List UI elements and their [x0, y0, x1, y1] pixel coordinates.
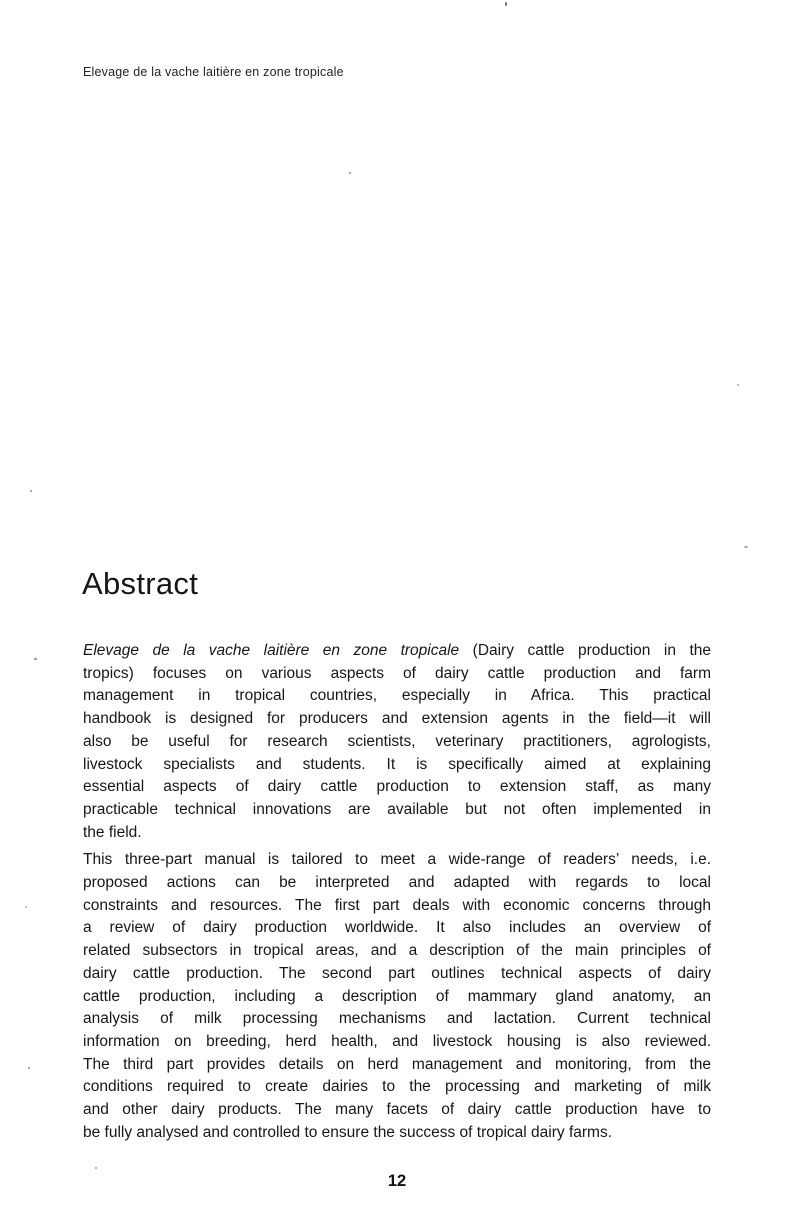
text-line: information on breeding, herd health, and livestock housing is also reviewed. — [83, 1032, 711, 1050]
scan-artifact-dot — [349, 172, 351, 174]
book-title-italic: Elevage de la vache laitière en zone tropicale — [83, 642, 460, 659]
text-line: and other dairy products. The many facets of dairy cattle production have to — [83, 1101, 711, 1119]
abstract-body — [83, 640, 711, 1144]
text-line: essential aspects of dairy cattle production to extension staff, as many — [83, 778, 711, 796]
running-header: Elevage de la vache laitière en zone tropicale — [83, 65, 344, 79]
text-line-rest: (Dairy cattle production in the — [459, 642, 711, 659]
page-number: 12 — [387, 1172, 407, 1190]
text-line: a review of dairy production worldwide. It also includes an overview of — [83, 919, 711, 937]
text-line: This three-part manual is tailored to meet a wide-range of readers’ needs, i.e. — [83, 851, 711, 869]
text-line: handbook is designed for producers and extension agents in the field—it will — [83, 710, 711, 728]
text-line: cattle production, including a description of mammary gland anatomy, an — [83, 987, 711, 1005]
abstract-paragraph-2 — [83, 849, 711, 1144]
text-line: practicable technical innovations are available but not often implemented in — [83, 800, 711, 818]
text-line: conditions required to create dairies to the processing and marketing of milk — [83, 1078, 711, 1096]
scan-artifact-dot — [744, 546, 748, 548]
text-line: be fully analysed and controlled to ensure the success of tropical dairy farms. — [83, 1123, 612, 1141]
text-line: dairy cattle production. The second part outlines technical aspects of dairy — [83, 964, 711, 982]
scan-artifact-dot — [28, 1067, 30, 1069]
text-line: proposed actions can be interpreted and adapted with regards to local — [83, 874, 711, 892]
text-line — [83, 640, 711, 663]
text-line: management in tropical countries, especially in Africa. This practical — [83, 687, 711, 705]
text-line: livestock specialists and students. It is specifically aimed at explaining — [83, 755, 711, 773]
abstract-paragraph-1 — [83, 640, 711, 844]
text-line: the field. — [83, 823, 142, 841]
scan-artifact-dot — [25, 906, 27, 908]
text-line: analysis of milk processing mechanisms and lactation. Current technical — [83, 1010, 711, 1028]
scan-artifact-dot — [737, 384, 739, 386]
scan-artifact-dot — [30, 490, 32, 492]
text-line: related subsectors in tropical areas, and a description of the main principles of — [83, 942, 711, 960]
text-line: The third part provides details on herd management and monitoring, from the — [83, 1055, 711, 1073]
scan-artifact-dot — [34, 658, 37, 660]
scan-artifact-dot — [505, 2, 507, 6]
text-line: also be useful for research scientists, veterinary practitioners, agrologists, — [83, 732, 711, 750]
text-line: tropics) focuses on various aspects of dairy cattle production and farm — [83, 664, 711, 682]
scan-artifact-dot — [95, 1167, 97, 1169]
page-title: Abstract — [82, 566, 199, 601]
text-line: constraints and resources. The first part deals with economic concerns through — [83, 896, 711, 914]
